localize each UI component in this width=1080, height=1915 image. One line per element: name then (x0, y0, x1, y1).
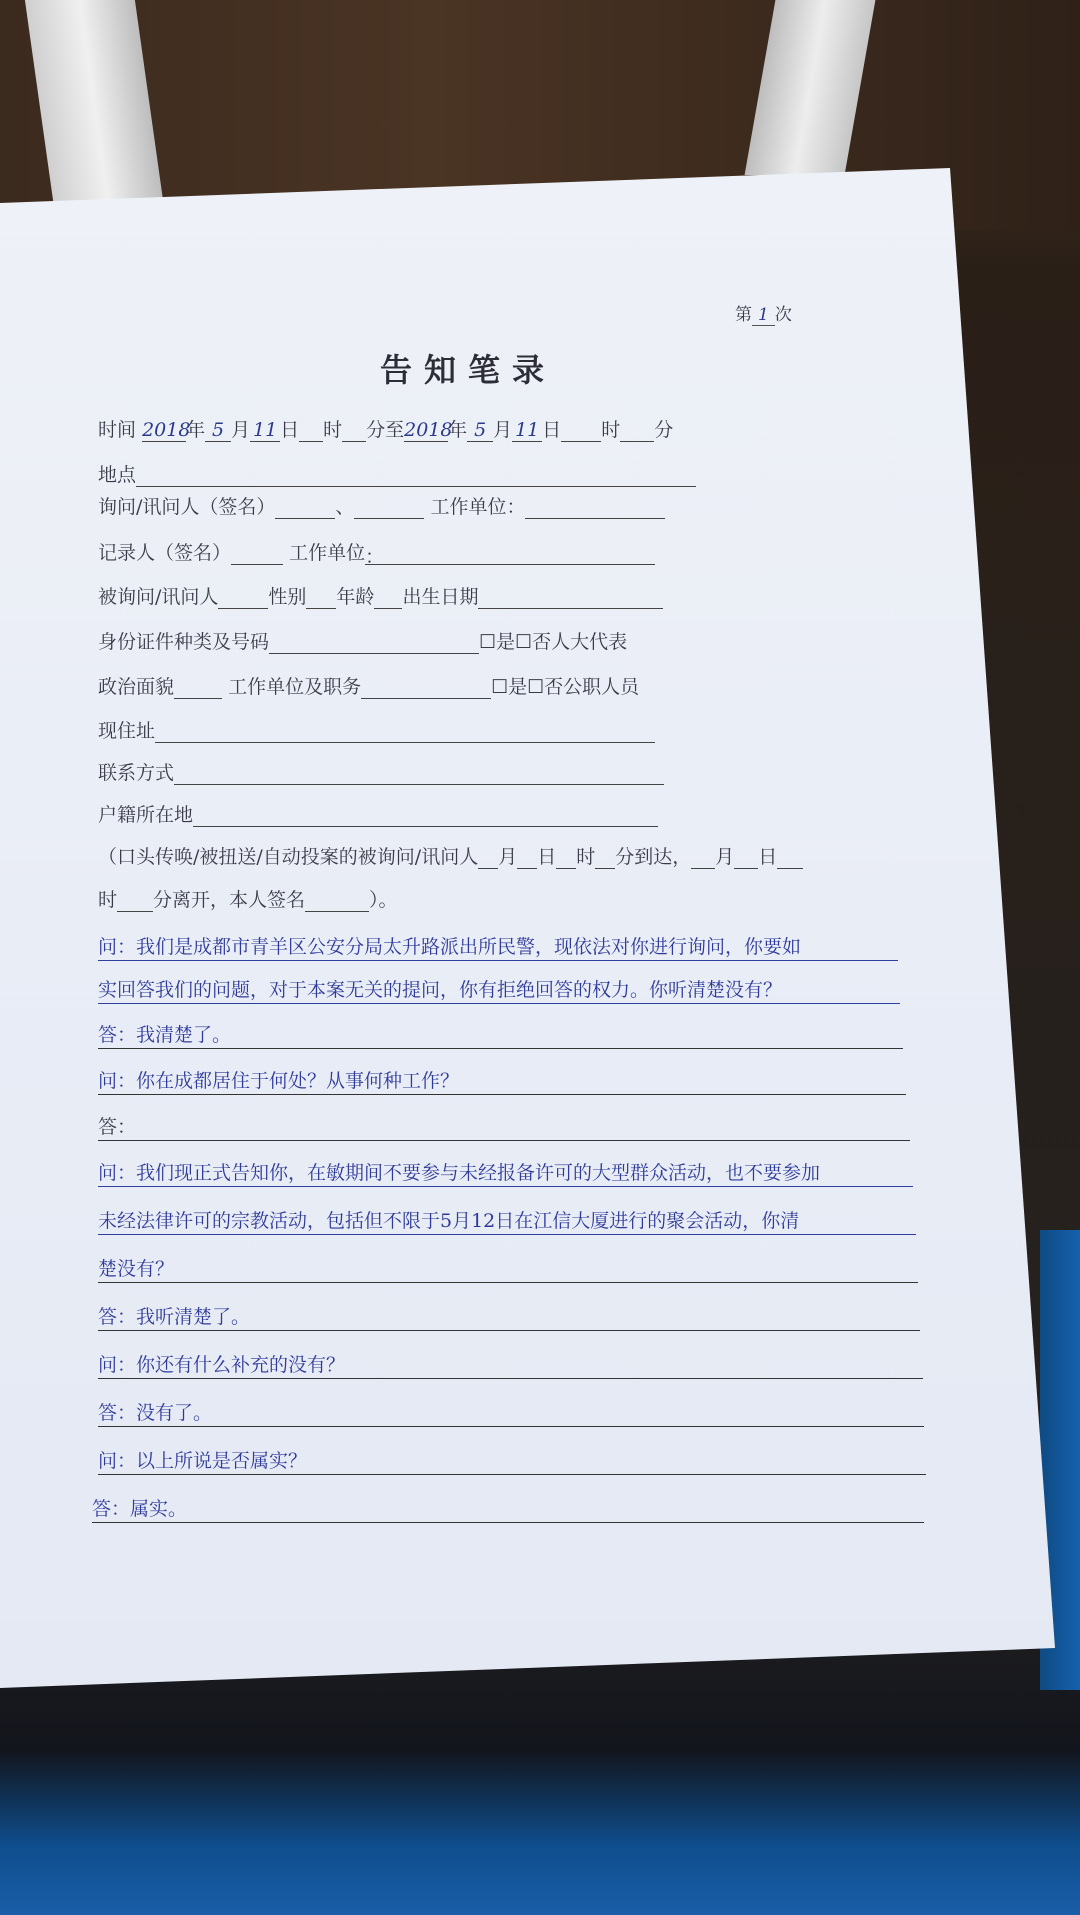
address-field (155, 720, 655, 743)
time-label: 时间 (98, 419, 137, 441)
official-checkbox-label: ☐是☐否公职人员 (491, 676, 640, 698)
contact-label: 联系方式 (98, 762, 175, 784)
question-1-line-2: 实回答我们的问题，对于本案无关的提问，你有拒绝回答的权力。你听清楚没有？ (98, 979, 783, 1001)
question-3-line-3: 楚没有？ (98, 1258, 175, 1280)
rule-q4 (98, 1378, 923, 1379)
gender-field (306, 586, 336, 609)
start-day: 11 (250, 419, 280, 442)
minute-to-char: 分至 (366, 419, 405, 441)
end-month: 5 (467, 419, 493, 442)
answer-1: 答：我清楚了。 (98, 1024, 232, 1046)
question-4: 问：你还有什么补充的没有？ (98, 1354, 346, 1376)
age-field (374, 586, 402, 609)
leave-end: ）。 (369, 889, 398, 911)
household-label: 户籍所在地 (98, 804, 194, 826)
arrival-minute-char: 分到达， (615, 846, 692, 868)
question-2: 问：你在成都居住于何处？从事何种工作？ (98, 1070, 460, 1092)
political-row (98, 672, 639, 699)
end-hour (561, 419, 601, 442)
interrogator-2-field (354, 496, 424, 519)
rule-q2 (98, 1094, 906, 1095)
day-char-2: 日 (542, 419, 562, 441)
page-number-value: 1 (752, 305, 775, 326)
subject-label: 被询问/讯问人 (98, 586, 219, 608)
leave-hour-field (777, 846, 803, 869)
rule-q3-1 (98, 1186, 913, 1187)
rule-q1-1 (98, 960, 898, 961)
hour-char: 时 (323, 419, 343, 441)
rule-a4 (98, 1426, 924, 1427)
recorder-field (231, 542, 283, 565)
address-row (98, 716, 655, 743)
id-label: 身份证件种类及号码 (98, 631, 270, 653)
rule-q1-2 (98, 1003, 900, 1004)
contact-row (98, 758, 664, 785)
political-label: 政治面貌 (98, 676, 175, 698)
job-label: 工作单位及职务 (228, 676, 362, 698)
page-number (735, 300, 792, 325)
subject-name-field (218, 586, 268, 609)
address-label: 现住址 (98, 720, 156, 742)
rule-a1 (98, 1048, 903, 1049)
answer-5: 答：属实。 (92, 1498, 188, 1520)
leave-text: 分离开，本人签名 (153, 889, 306, 911)
page-prefix: 第 (735, 305, 752, 325)
end-year: 2018 (404, 419, 453, 441)
subject-row (98, 582, 663, 609)
arrival-hour-field (556, 846, 576, 869)
start-year: 2018 (142, 419, 191, 441)
end-minute (620, 419, 654, 442)
id-row (98, 627, 627, 654)
answer-2: 答： (98, 1116, 137, 1138)
year-char: 年 (186, 419, 206, 441)
work-unit-label: 工作单位： (430, 496, 526, 518)
location-field (136, 464, 696, 487)
recorder-label: 记录人（签名） (98, 542, 232, 564)
birth-field (478, 586, 663, 609)
contact-field (174, 762, 664, 785)
recorder-unit-label: 工作单位 (289, 542, 366, 564)
recorder-row (98, 538, 655, 568)
rule-a5 (92, 1522, 924, 1523)
interrogator-row (98, 492, 665, 519)
month-char: 月 (231, 419, 251, 441)
arrival-row (98, 842, 803, 869)
birth-label: 出生日期 (402, 586, 479, 608)
work-unit-field (525, 496, 665, 519)
npc-checkbox-label: ☐是☐否人大代表 (479, 631, 628, 653)
question-1-line-1: 问：我们是成都市青羊区公安分局太升路派出所民警，现依法对你进行询问，你要如 (98, 936, 802, 958)
separator: 、 (335, 496, 355, 518)
leave-day-char: 日 (758, 846, 778, 868)
question-3-line-2: 未经法律许可的宗教活动，包括但不限于5月12日在江信大厦进行的聚会活动，你清 (98, 1210, 800, 1232)
household-field (193, 804, 658, 827)
location-row (98, 460, 696, 487)
gender-label: 性别 (268, 586, 307, 608)
rule-a3 (98, 1330, 920, 1331)
signature-field (305, 889, 369, 912)
start-hour (299, 419, 323, 442)
time-row (98, 415, 673, 442)
rule-a2 (98, 1140, 910, 1141)
leave-row (98, 885, 398, 912)
day-char: 日 (280, 419, 300, 441)
start-month: 5 (205, 419, 231, 442)
rule-q3-2 (98, 1234, 916, 1235)
answer-3: 答：我听清楚了。 (98, 1306, 251, 1328)
leave-month-char: 月 (715, 846, 735, 868)
end-day: 11 (512, 419, 542, 442)
rule-q5 (98, 1474, 926, 1475)
leave-hour-char: 时 (98, 889, 118, 911)
question-5: 问：以上所说是否属实？ (98, 1450, 308, 1472)
start-minute (342, 419, 366, 442)
job-field (361, 676, 491, 699)
interrogator-1-field (275, 496, 335, 519)
arrival-month-field (478, 846, 498, 869)
household-row (98, 800, 658, 827)
answer-4: 答：没有了。 (98, 1402, 213, 1424)
arrival-day-char: 日 (537, 846, 557, 868)
rule-q3-3 (98, 1282, 918, 1283)
year-char-2: 年 (448, 419, 468, 441)
page-suffix: 次 (774, 305, 792, 325)
political-field (174, 676, 222, 699)
id-field (269, 631, 479, 654)
arrival-text: （口头传唤/被扭送/自动投案的被询问/讯问人 (98, 846, 479, 868)
interrogator-label: 询问/讯问人（签名） (98, 496, 276, 518)
minute-end-char: 分 (654, 419, 674, 441)
arrival-hour-char: 时 (576, 846, 596, 868)
arrival-month-char: 月 (498, 846, 518, 868)
age-label: 年龄 (336, 586, 375, 608)
document-title: 告知笔录 (380, 351, 557, 389)
leave-day-field (734, 846, 758, 869)
location-label: 地点 (98, 464, 137, 486)
question-3-line-1: 问：我们现正式告知你，在敏期间不要参与未经报备许可的大型群众活动，也不要参加 (98, 1162, 821, 1184)
leave-minute-field (117, 889, 153, 912)
arrival-minute-field (595, 846, 615, 869)
hour-char-2: 时 (601, 419, 621, 441)
recorder-unit-field: ： (365, 542, 655, 565)
arrival-day-field (517, 846, 537, 869)
month-char-2: 月 (493, 419, 513, 441)
leave-month-field (691, 846, 715, 869)
